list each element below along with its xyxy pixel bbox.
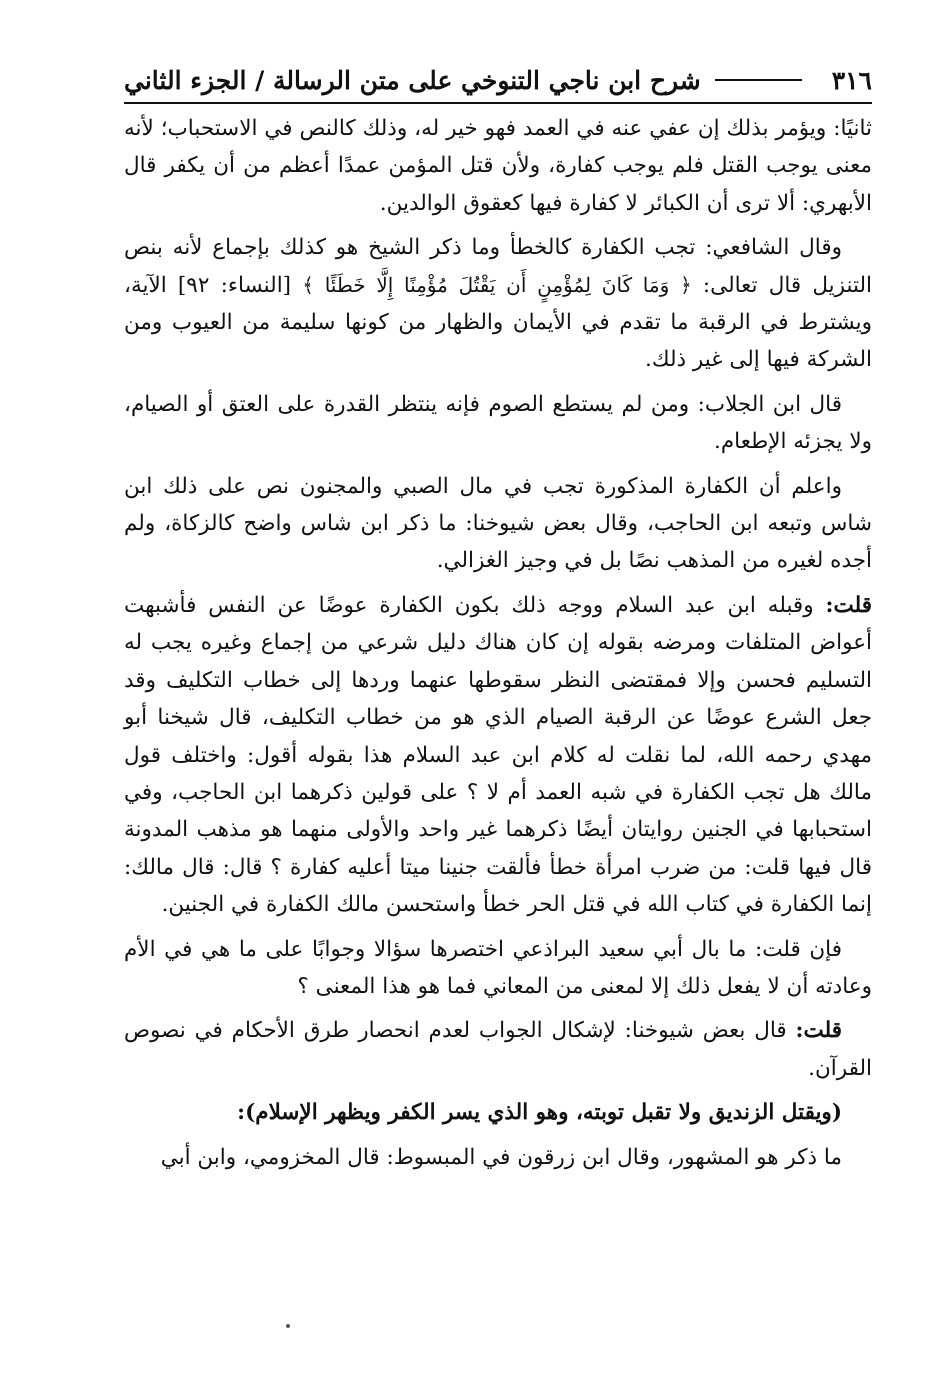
paragraph-lead: قلت: — [825, 592, 872, 618]
paragraph — [124, 110, 872, 222]
paragraph-text: ما ذكر هو المشهور، وقال ابن زرقون في المبسوط: قال المخزومي، وابن أبي — [160, 1144, 842, 1170]
body-text — [124, 110, 872, 1176]
paragraph-text: [النساء: ٩٢] الآية، ويشترط في الرقبة ما تقدم في الأيمان والظهار من كونها سليمة من العيوب ومن الشركة فيها إلى غير ذلك. — [124, 272, 872, 373]
paragraph-text: فإن قلت: ما بال أبي سعيد البراذعي اختصرها سؤالا وجوابًا على ما هي في الأم وعادته أن لا يفعل ذلك إلا لمعنى من المعاني فما هو هذا المعنى ؟ — [124, 936, 872, 999]
header-rule — [715, 79, 802, 81]
page-number: ٣١٦ — [831, 65, 872, 95]
paragraph — [124, 587, 872, 924]
paragraph — [124, 229, 872, 379]
paragraph — [124, 386, 872, 461]
paragraph-text: قال بعض شيوخنا: لإشكال الجواب لعدم انحصار طرق الأحكام في نصوص القرآن. — [124, 1018, 872, 1081]
running-header — [124, 58, 872, 104]
matn-heading — [124, 1094, 872, 1131]
quran-verse: ﴿ وَمَا كَانَ لِمُؤْمِنٍ أَن يَقْتُلَ مُؤْمِنًا إِلَّا خَطَئًا ﴾ — [302, 272, 692, 297]
paragraph-text: واعلم أن الكفارة المذكورة تجب في مال الصبي والمجنون نص على ذلك ابن شاس وتبعه ابن الحاجب، وقال بعض شيوخنا: ما ذكر ابن شاس واضح كالزكاة، ولم أجده لغيره من المذهب نصًا بل في وجيز الغزالي. — [124, 473, 872, 574]
paragraph-text: وقبله ابن عبد السلام ووجه ذلك بكون الكفارة عوضًا عن النفس فأشبهت أعواض المتلفات ومرضه بقوله إن كان هناك دليل شرعي من إجماع وغيره يجب له التسليم فحسن وإلا فمقتضى النظر سقوطها عنهما وردها إلى خطاب التكليف وقد جعل الشرع عوضًا عن الرقبة الصيام الذي هو من خطاب التكليف، قال شيخنا أبو مهدي رحمه الله، لما نقلت له كلام ابن عبد السلام هذا بقوله أقول: واختلف قول مالك هل تجب الكفارة في شبه العمد أم لا ؟ على قولين ذكرهما ابن الحاجب، وفي استحبابها في الجنين روايتان أيضًا ذكرهما غير واحد والأولى منهما هو مذهب المدونة قال فيها قلت: من ضرب امرأة خطأ فألقت جنينا ميتا أعليه كفارة ؟ قال: قال مالك: إنما الكفارة في كتاب الله في قتل الحر خطأ واستحسن مالك الكفارة في الجنين. — [124, 592, 872, 918]
paragraph — [124, 931, 872, 1006]
paragraph-text: ثانيًا: ويؤمر بذلك إن عفي عنه في العمد فهو خير له، وذلك كالنص في الاستحباب؛ لأنه معنى يوجب القتل فلم يوجب كفارة، ولأن قتل المؤمن عمدًا أعظم من أن يكفر قال الأبهري: ألا ترى أن الكبائر لا كفارة فيها كعقوق الوالدين. — [124, 116, 872, 216]
paragraph-text: قال ابن الجلاب: ومن لم يستطع الصوم فإنه ينتظر القدرة على العتق أو الصيام، ولا يجزئه الإطعام. — [124, 391, 872, 455]
page-mark — [286, 1324, 290, 1328]
paragraph-text: وقال الشافعي: تجب الكفارة كالخطأ وما ذكر الشيخ هو كذلك بإجماع لأنه بنص التنزيل قال تعالى: — [124, 235, 872, 298]
paragraph — [124, 1012, 872, 1087]
running-title: شرح ابن ناجي التنوخي على متن الرسالة / الجزء الثاني — [124, 65, 701, 95]
paragraph — [124, 468, 872, 580]
matn-text: (ويقتل الزنديق ولا تقبل توبته، وهو الذي يسر الكفر ويظهر الإسلام): — [237, 1100, 842, 1126]
paragraph — [124, 1139, 872, 1176]
paragraph-lead: قلت: — [795, 1018, 842, 1044]
